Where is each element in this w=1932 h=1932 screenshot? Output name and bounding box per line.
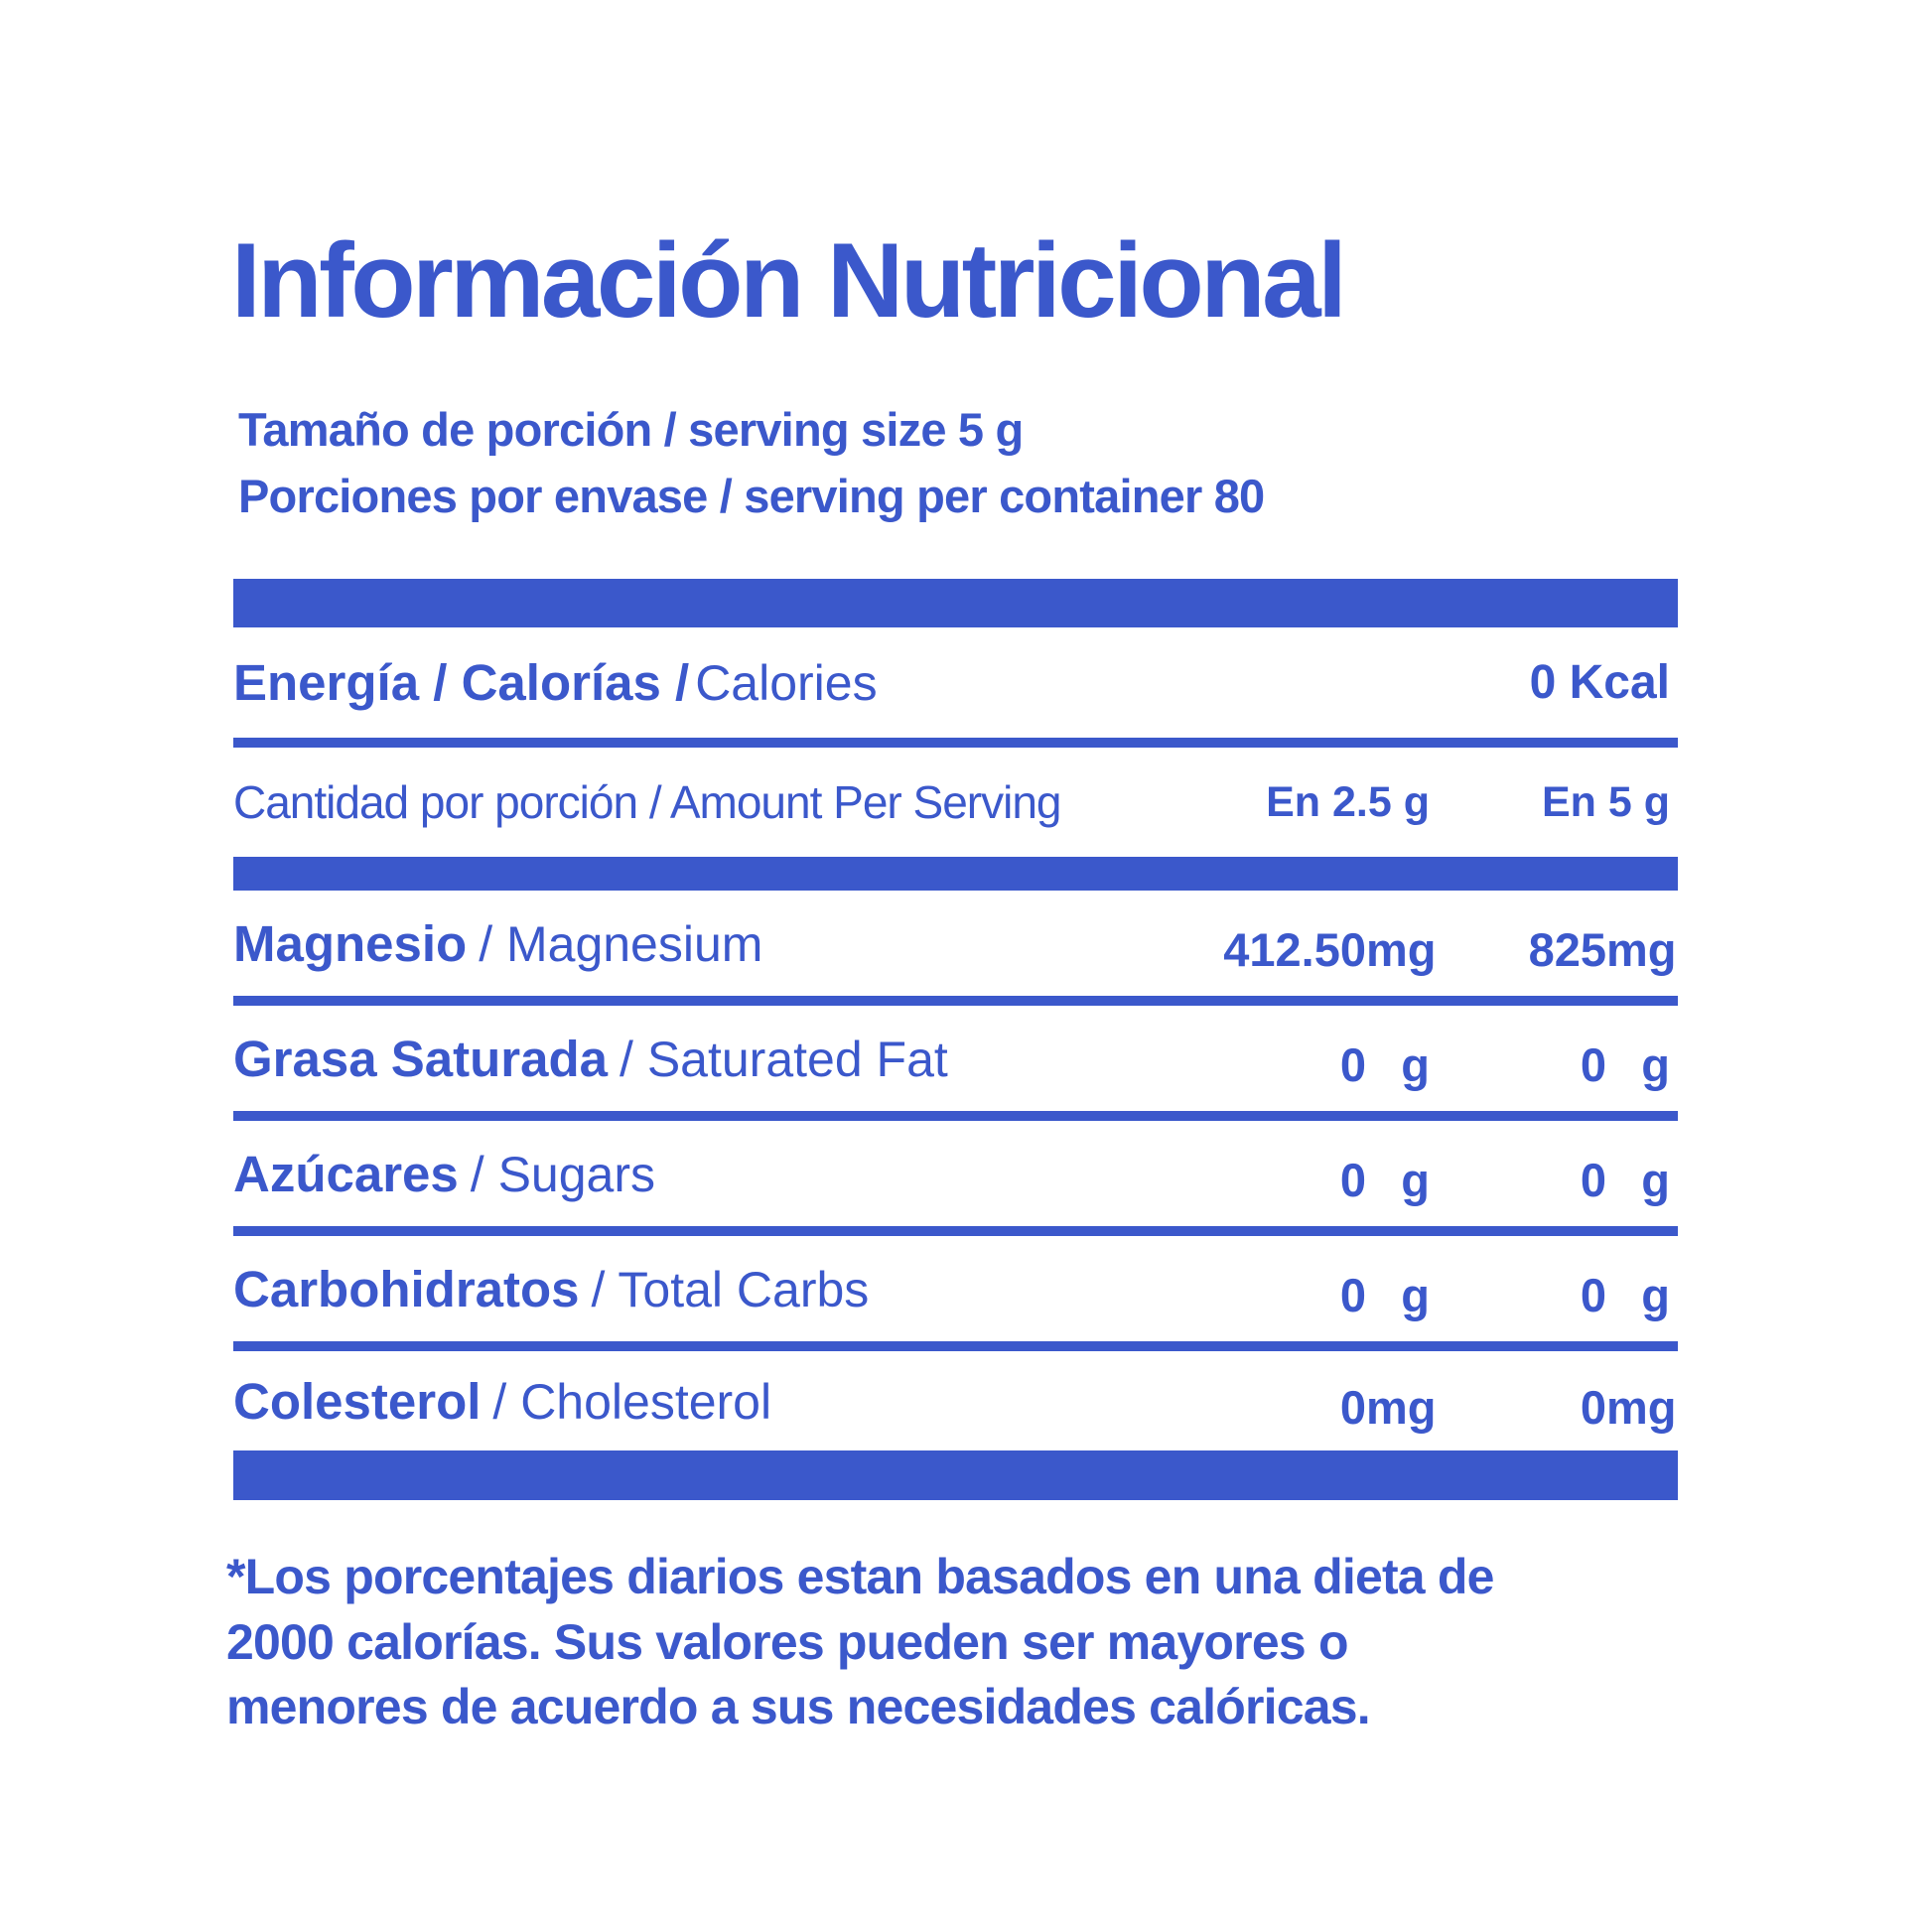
- value-col-5g: [1430, 1380, 1677, 1435]
- value-col-5g: [1430, 1037, 1670, 1092]
- divider-line: [233, 1226, 1678, 1236]
- energy-label-light: Calories: [695, 655, 878, 711]
- value-unit: g: [1641, 1268, 1670, 1321]
- value-number: 0: [1339, 1268, 1366, 1321]
- divider-line: [233, 738, 1678, 748]
- divider-line: [233, 996, 1678, 1006]
- table-top-bar: [233, 579, 1678, 627]
- nutrient-name-en: / Cholesterol: [492, 1373, 772, 1430]
- value-number: 825: [1528, 922, 1606, 976]
- page-title: Información Nutricional: [231, 220, 1344, 340]
- value-col-5g: [1430, 1153, 1670, 1207]
- value-unit: g: [1641, 1153, 1670, 1206]
- value-unit: mg: [1606, 1380, 1677, 1434]
- nutrient-row-cholesterol: [233, 1351, 1678, 1450]
- energy-row: [233, 627, 1678, 738]
- amount-per-serving-row: [233, 748, 1678, 857]
- value-col-2-5g: [1191, 1268, 1430, 1322]
- nutrient-name-es: Azúcares: [233, 1145, 459, 1202]
- energy-label: [233, 653, 1530, 712]
- value-number: 0: [1580, 1380, 1606, 1434]
- value-unit: mg: [1606, 922, 1677, 976]
- column-header-en-5g: En 5 g: [1541, 777, 1670, 826]
- nutrient-label: [233, 914, 1191, 973]
- nutrient-name-es: Carbohidratos: [233, 1260, 580, 1317]
- value-unit: mg: [1366, 922, 1437, 976]
- nutrient-name-es: Magnesio: [233, 914, 468, 972]
- value-number: 0: [1580, 1268, 1606, 1321]
- servings-per-container-line: Porciones por envase / serving per container 80: [238, 469, 1265, 522]
- nutrient-name-en: / Magnesium: [479, 915, 763, 972]
- nutrient-name-es: Grasa Saturada: [233, 1030, 609, 1087]
- column-header-en-2-5g: En 2.5 g: [1266, 777, 1430, 826]
- serving-info: [238, 397, 1264, 529]
- value-unit: g: [1401, 1153, 1430, 1206]
- value-number: 0: [1339, 1380, 1366, 1434]
- value-number: 0: [1580, 1037, 1606, 1091]
- value-unit: g: [1401, 1268, 1430, 1321]
- nutrition-table: [233, 579, 1678, 1500]
- nutrient-label: [233, 1260, 1191, 1318]
- footnote-line-3: menores de acuerdo a sus necesidades calóricas.: [226, 1679, 1370, 1734]
- value-col-2-5g: [1191, 922, 1437, 977]
- footnote: [226, 1545, 1494, 1740]
- value-number: 0: [1339, 1037, 1366, 1091]
- value-col-2-5g: [1191, 1153, 1430, 1207]
- nutrient-label: [233, 1372, 1191, 1431]
- amount-per-serving-label: Cantidad por porción / Amount Per Serving: [233, 776, 1061, 828]
- value-col-5g: [1430, 922, 1677, 977]
- value-col-5g: [1430, 1268, 1670, 1322]
- nutrient-name-en: / Saturated Fat: [620, 1031, 948, 1087]
- value-number: 0: [1339, 1153, 1366, 1206]
- divider-line: [233, 1341, 1678, 1351]
- table-mid-bar: [233, 857, 1678, 891]
- nutrient-name-en: / Sugars: [470, 1146, 656, 1202]
- nutrient-name-en: / Total Carbs: [591, 1261, 870, 1317]
- value-unit: g: [1641, 1037, 1670, 1091]
- value-unit: mg: [1366, 1380, 1437, 1434]
- value-col-2-5g: [1191, 1380, 1437, 1435]
- nutrient-row-sugars: [233, 1121, 1678, 1226]
- nutrient-label: [233, 1145, 1191, 1203]
- footnote-line-2: 2000 calorías. Sus valores pueden ser mayores o: [226, 1613, 1348, 1670]
- value-number: 0: [1580, 1153, 1606, 1206]
- nutrient-row-saturated-fat: [233, 1006, 1678, 1111]
- value-number: 412.50: [1223, 922, 1366, 976]
- value-unit: g: [1401, 1037, 1430, 1091]
- calories-value: 0 Kcal: [1529, 656, 1670, 709]
- nutrient-name-es: Colesterol: [233, 1372, 482, 1430]
- nutrient-row-total-carbs: [233, 1236, 1678, 1341]
- table-bottom-bar: [233, 1450, 1678, 1500]
- nutrient-label: [233, 1030, 1191, 1088]
- serving-size-line: Tamaño de porción / serving size 5 g: [238, 403, 1024, 456]
- value-col-2-5g: [1191, 1037, 1430, 1092]
- energy-label-bold: Energía / Calorías /: [233, 654, 690, 711]
- divider-line: [233, 1111, 1678, 1121]
- nutrient-row-magnesium: [233, 891, 1678, 996]
- footnote-line-1: *Los porcentajes diarios estan basados en una dieta de: [226, 1549, 1494, 1604]
